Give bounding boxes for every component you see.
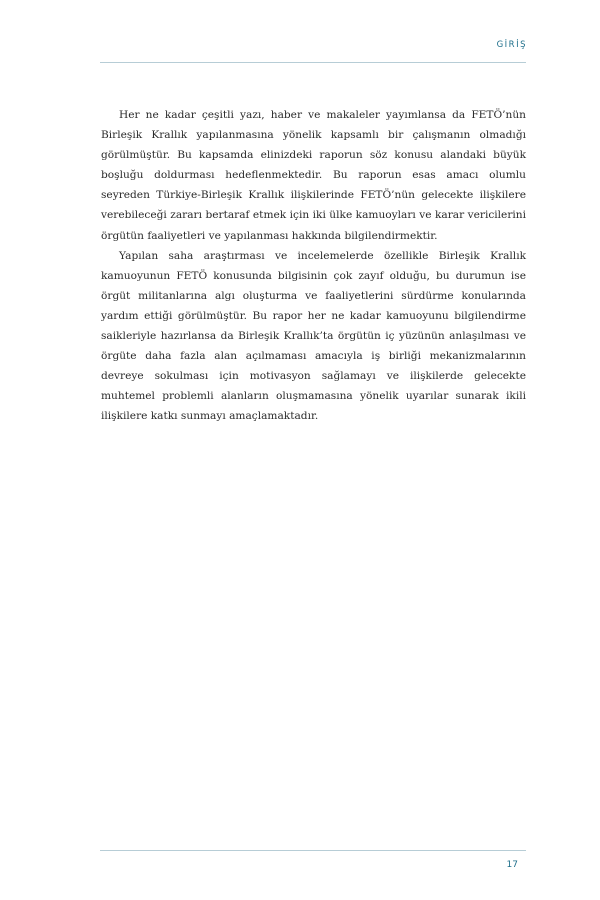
running-head: GİRİŞ xyxy=(496,40,527,50)
footer-rule xyxy=(100,850,526,851)
body-text xyxy=(101,105,526,427)
paragraph-2: Yapılan saha araştırması ve incelemelerde özellikle Birleşik Krallık kamuoyunun FETÖ konusunda bilgisinin çok zayıf olduğu, bu durumun ise örgüt militanlarına algı oluşturma ve faaliyetlerini sürdürme konularında yardım ettiği görülmüştür. Bu rapor her ne kadar kamuoyunu bilgilendirme saikleriyle hazırlansa da Birleşik Krallık’ta örgütün iç yüzünün anlaşılması ve örgüte daha fazla alan açılmaması amacıyla iş birliği mekanizmalarının devreye sokulması için motivasyon sağlamayı ve ilişkilerde gelecekte muhtemel problemli alanların oluşmamasına yönelik uyarılar sunarak ikili ilişkilere katkı sunmayı amaçlamaktadır. xyxy=(101,249,526,423)
header-rule xyxy=(100,62,526,63)
page-number: 17 xyxy=(506,860,518,870)
paragraph-1: Her ne kadar çeşitli yazı, haber ve makaleler yayımlansa da FETÖ’nün Birleşik Krallık yapılanmasına yönelik kapsamlı bir çalışmanın olmadığı görülmüştür. Bu kapsamda elinizdeki raporun söz konusu alandaki büyük boşluğu doldurması hedeflenmektedir. Bu raporun esas amacı olumlu seyreden Türkiye-Birleşik Krallık ilişkilerinde FETÖ’nün gelecekte ilişkilere verebileceği zararı bertaraf etmek için iki ülke kamuoyları ve karar vericilerini örgütün faaliyetleri ve yapılanması hakkında bilgilendirmektir. xyxy=(101,109,526,242)
